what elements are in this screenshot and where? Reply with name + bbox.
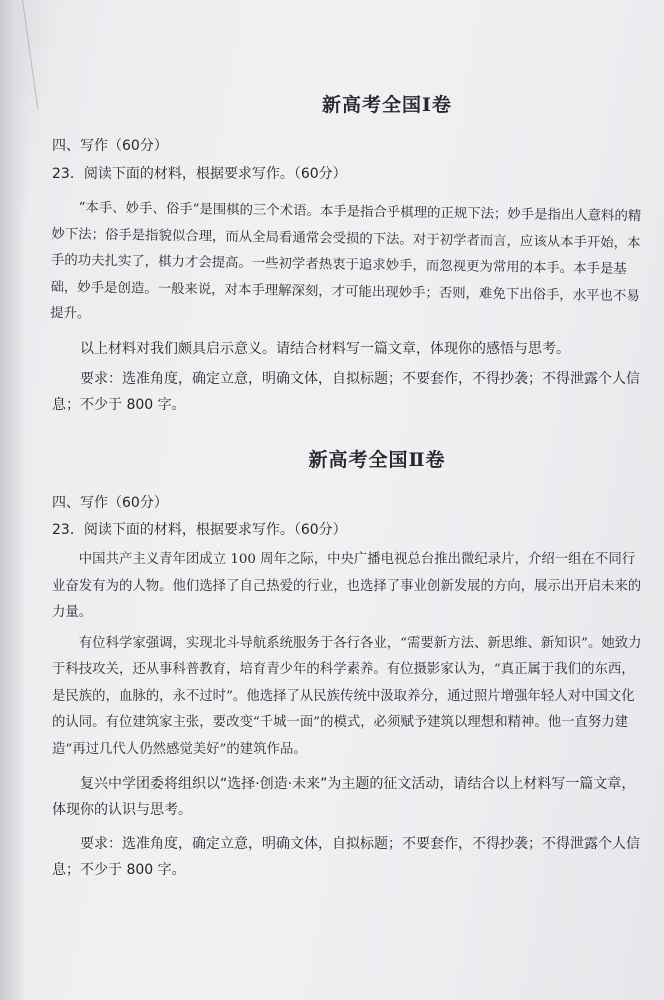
material-paragraph: “本手、妙手、俗手”是围棋的三个术语。本手是指合乎棋理的正规下法；妙手是指出人意料的精妙下法；俗手是指貌似合理，而从全局看通常会受损的下法。对于初学者而言，应该从本手开始，本手的功夫扎实了，棋力才会提高。一些初学者热衷于追求妙手，而忽视更为常用的本手。本手是基础，妙手是创造。一般来说，对本手理解深刻，才可能出现妙手；否则，难免下出俗手，水平也不易提升。 bbox=[50, 200, 642, 322]
question-line: 23．阅读下面的材料，根据要求写作。（60分） bbox=[52, 166, 347, 182]
section-heading: 四、写作（60分） bbox=[52, 138, 168, 154]
section-title: 新高考全国Ⅱ卷 bbox=[308, 449, 446, 471]
requirement-text: 要求：选准角度，确定立意，明确文体，自拟标题；不要套作，不得抄袭；不得泄露个人信息；不少于 800 字。 bbox=[52, 370, 640, 413]
material-paragraph: 有位科学家强调，实现北斗导航系统服务于各行各业，“需要新方法、新思维、新知识”。她致力于科技攻关，还从事科普教育，培育青少年的科学素养。有位摄影家认为，“真正属于我们的东西，是民族的，血脉的，永不过时”。他选择了从民族传统中汲取养分，通过照片增强年轻人对中国文化的认同。有位建筑家主张，要改变“千城一面”的模式，必须赋予建筑以理想和精神。他一直努力建造“再过几代人仍然感觉美好”的建筑作品。 bbox=[52, 635, 642, 757]
writing-prompt: 以上材料对我们颇具启示意义。请结合材料写一篇文章，体现你的感悟与思考。 bbox=[80, 340, 570, 357]
requirement-text: 要求：选准角度，确定立意，明确文体，自拟标题；不要套作，不得抄袭；不得泄露个人信息；不少于 800 字。 bbox=[52, 836, 640, 878]
section-national-paper-2 bbox=[52, 445, 642, 883]
question-line: 23．阅读下面的材料，根据要求写作。（60分） bbox=[52, 522, 347, 538]
section-heading: 四、写作（60分） bbox=[52, 495, 168, 511]
section-title: 新高考全国Ⅰ卷 bbox=[322, 94, 452, 116]
writing-prompt: 复兴中学团委将组织以“选择·创造·未来”为主题的征文活动，请结合以上材料写一篇文章，体现你的认识与思考。 bbox=[52, 776, 636, 818]
material-paragraph: 中国共产主义青年团成立 100 周年之际，中央广播电视总台推出微纪录片，介绍一组在不同行业奋发有为的人物。他们选择了自己热爱的行业，也选择了事业创新发展的方向，展示出开启未来的力量。 bbox=[52, 552, 642, 620]
section-national-paper-1 bbox=[52, 90, 642, 418]
